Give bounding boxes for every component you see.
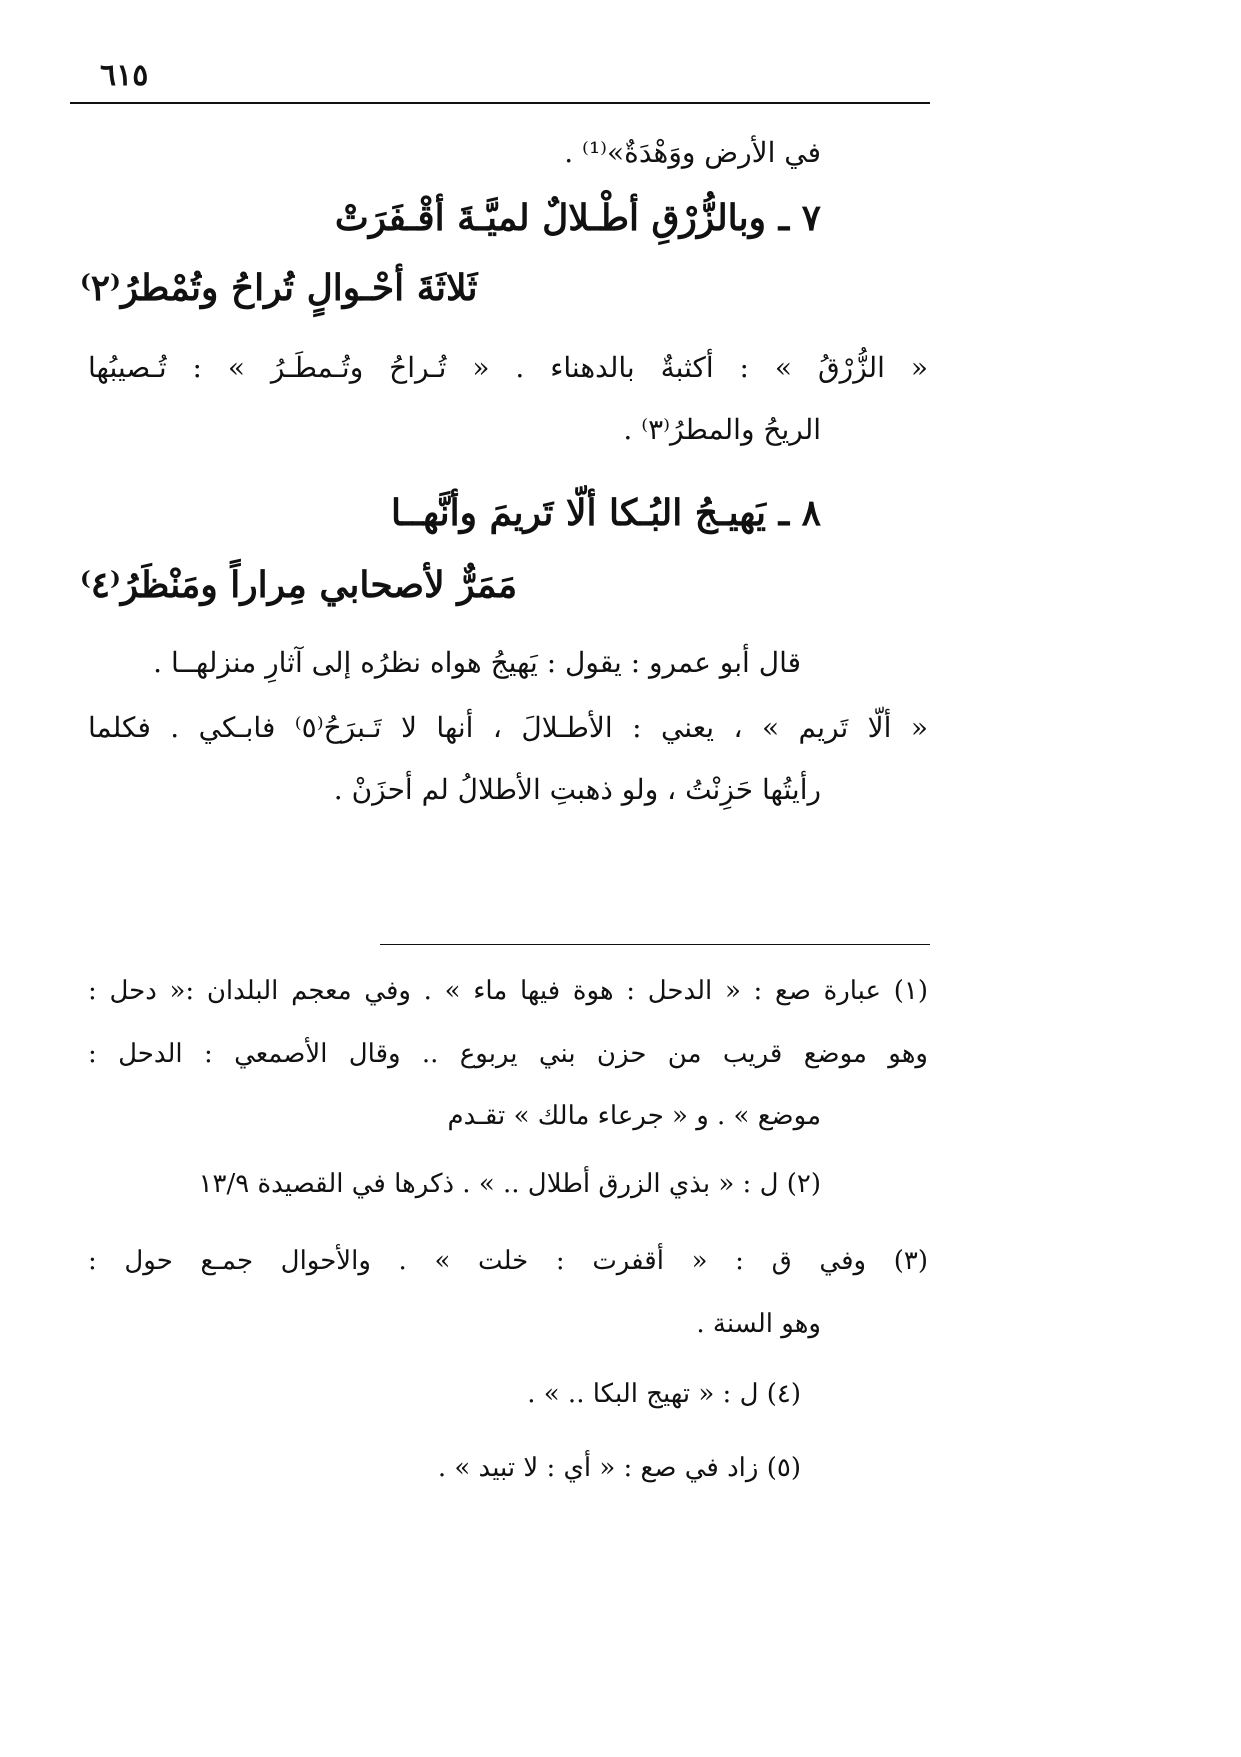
footnote-5: (٥) زاد في صع : « أي : لا تبيد » . xyxy=(437,1453,801,1483)
commentary-7-line-2: الريحُ والمطرُ⁽٣⁾ . xyxy=(623,413,821,446)
footnote-rule xyxy=(380,944,930,945)
commentary-7-line-1: « الزُّرْقُ » : أكثبةٌ بالدهناء . « تُـراحُ وتُـمطَـرُ » : تُـصيبُها xyxy=(88,351,928,384)
footnote-2: (٢) ل : « بذي الزرق أطلال .. » . ذكرها في القصيدة ١٣/٩ xyxy=(198,1169,821,1199)
footnote-1-line-2: وهو موضع قريب من حزن بني يربوع .. وقال الأصمعي : الدحل : xyxy=(88,1039,928,1069)
footnote-1-line-3: موضع » . و « جرعاء مالك » تقـدم xyxy=(447,1101,821,1131)
verse-8-first-hemistich: ٨ ـ يَهيـجُ البُـكا ألّا تَريمَ وأنَّهــا xyxy=(390,492,821,534)
verse-8-second-hemistich: مَمَرٌّ لأصحابي مِراراً ومَنْظَرُ⁽٤⁾ xyxy=(80,564,518,606)
page-number: ٦١٥ xyxy=(100,58,149,93)
header-rule xyxy=(70,102,930,104)
verse-7-first-hemistich: ٧ ـ وبالزُّرْقِ أطْـلالٌ لميَّـةَ أقْـفَرَتْ xyxy=(334,197,821,239)
commentary-8-line-1: قال أبو عمرو : يقول : يَهيجُ هواه نظرُه إلى آثارِ منزلهــا . xyxy=(153,646,801,679)
footnote-1-line-1: (١) عبارة صع : « الدحل : هوة فيها ماء » . وفي معجم البلدان :« دحل : xyxy=(88,976,928,1006)
commentary-8-line-3: رأيتُها حَزِنْتُ ، ولو ذهبتِ الأطلالُ لم أحزَنْ . xyxy=(333,773,821,806)
commentary-8-line-2: « ألّا تَريم » ، يعني : الأطـلالَ ، أنها لا تَـبرَحُ⁽٥⁾ فابـكي . فكلما xyxy=(88,711,929,744)
footnote-4: (٤) ل : « تهيج البكا .. » . xyxy=(527,1379,801,1409)
intro-line: في الأرض ووَهْدَةٌ»⁽¹⁾ . xyxy=(564,136,821,169)
verse-7-second-hemistich: ثَلاثَةَ أحْـوالٍ تُراحُ وتُمْطرُ⁽٢⁾ xyxy=(80,267,478,309)
footnote-3-line-2: وهو السنة . xyxy=(696,1309,821,1339)
footnote-3-line-1: (٣) وفي ق : « أقفرت : خلت » . والأحوال جمـع حول : xyxy=(88,1246,928,1276)
